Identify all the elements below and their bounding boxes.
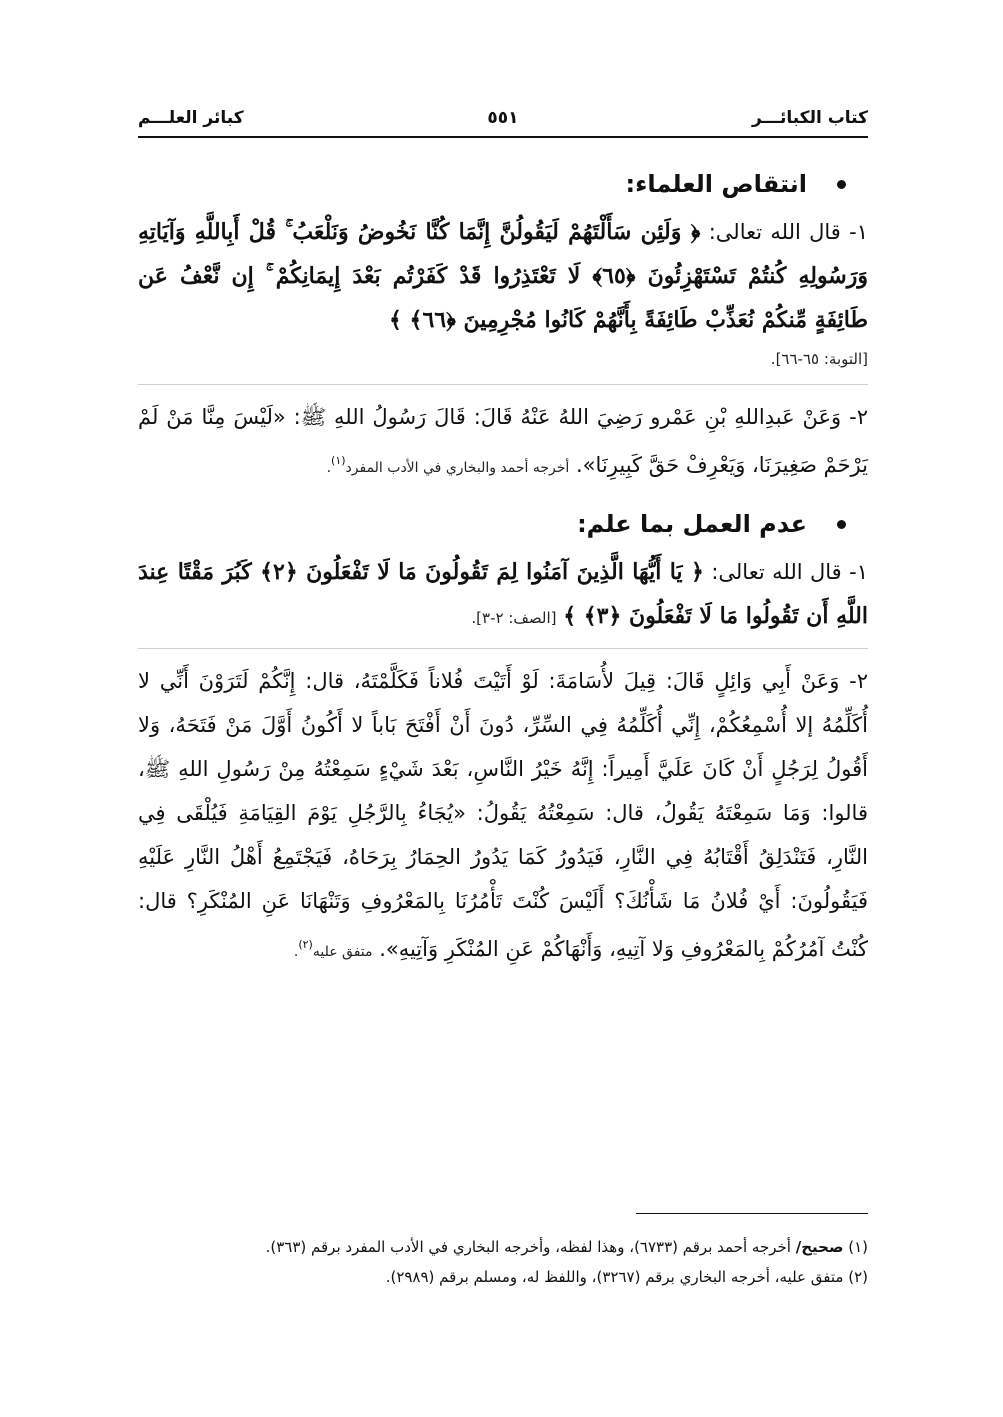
- hadith-source: أخرجه أحمد والبخاري في الأدب المفرد: [345, 460, 570, 476]
- divider: [138, 384, 868, 385]
- footnote-rule: [636, 1213, 868, 1214]
- chapter-title: كبائر العلـــم: [138, 108, 244, 128]
- item-number: ٢-: [849, 669, 868, 693]
- footnote-number: (٢): [848, 1268, 868, 1286]
- page-number: ٥٥١: [487, 108, 519, 128]
- hadith-text: وَعَنْ عَبدِاللهِ بْنِ عَمْرو رَضِيَ اللهُ عَنْهُ قَالَ: قَالَ رَسُولُ اللهِ ﷺ: «لَيْسَ مِنَّا مَنْ لَمْ يَرْحَمْ صَغِيرَنَا، وَيَعْرِفْ حَقَّ كَبِيرِنَا».: [138, 405, 868, 477]
- section-heading-text: عدم العمل بما علم:: [577, 510, 807, 538]
- page-header: [138, 104, 868, 132]
- verse-reference-line: [138, 342, 868, 376]
- item-intro: قال الله تعالى:: [711, 560, 842, 584]
- hadith-text: وَعَنْ أَبِي وَائِلٍ قَالَ: قِيلَ لأُسَامَةَ: لَوْ أَتَيْتَ فُلاناً فَكَلَّمْتَهُ، قال: إِنَّكُمْ لَتَرَوْنَ أَنِّي لا أُكَلِّمُهُ إلا أُسْمِعُكُمْ، إِنِّي أُكَلِّمُهُ فِي السِّرِّ، دُونَ أَنْ أَفْتَحَ بَاباً لا أَكُونُ أَوَّلَ مَنْ فَتَحَهُ، وَلا أَقُولُ لِرَجُلٍ أَنْ كَانَ عَلَيَّ أَمِيراً: إِنَّهُ خَيْرُ النَّاسِ، بَعْدَ شَيْءٍ سَمِعْتُهُ مِنْ رَسُولِ اللهِ ﷺ، قالوا: وَمَا سَمِعْتَهُ يَقُولُ، قال: سَمِعْتُهُ يَقُولُ: «يُجَاءُ بِالرَّجُلِ يَوْمَ القِيَامَةِ فَيُلْقَى فِي النَّارِ، فَتَنْدَلِقُ أَقْتَابُهُ فِي النَّارِ، فَيَدُورُ كَمَا يَدُورُ الحِمَارُ بِرَحَاهُ، فَيَجْتَمِعُ أَهْلُ النَّارِ عَلَيْهِ فَيَقُولُونَ: أَيْ فُلانُ مَا شَأْنُكَ؟ أَلَيْسَ كُنْتَ تَأْمُرُنَا بِالمَعْرُوفِ وَتَنْهَانَا عَنِ المُنْكَرِ؟ قال: كُنْتُ آمُرُكُمْ بِالمَعْرُوفِ وَلا آتِيهِ، وَأَنْهَاكُمْ عَنِ المُنْكَرِ وَآتِيهِ».: [138, 669, 868, 961]
- footnote-number: (١): [848, 1238, 868, 1256]
- item-intro: قال الله تعالى:: [708, 220, 841, 244]
- quran-verse: ﴿ يَا أَيُّهَا الَّذِينَ آمَنُوا لِمَ تَقُولُونَ مَا لَا تَفْعَلُونَ ﴿٢﴾ كَبُرَ مَقْتًا عِندَ اللَّهِ أَن تَقُولُوا مَا لَا تَفْعَلُونَ ﴿٣﴾ ﴾: [138, 559, 868, 629]
- section-heading: [138, 502, 868, 546]
- divider: [138, 648, 868, 649]
- quran-item: [138, 210, 868, 342]
- quran-item: [138, 550, 868, 640]
- footnote-marker[interactable]: (١): [331, 454, 346, 467]
- footnote-text: أخرجه أحمد برقم (٦٧٣٣)، وهذا لفظه، وأخرجه البخاري في الأدب المفرد برقم (٣٦٣).: [265, 1238, 791, 1256]
- quran-verse: ﴿ وَلَئِن سَأَلْتَهُمْ لَيَقُولُنَّ إِنَّمَا كُنَّا نَخُوضُ وَنَلْعَبُ ۚ قُلْ أَبِاللَّهِ وَآيَاتِهِ وَرَسُولِهِ كُنتُمْ تَسْتَهْزِئُونَ ﴿٦٥﴾ لَا تَعْتَذِرُوا قَدْ كَفَرْتُم بَعْدَ إِيمَانِكُمْ ۚ إِن نَّعْفُ عَن طَائِفَةٍ مِّنكُمْ نُعَذِّبْ طَائِفَةً بِأَنَّهُمْ كَانُوا مُجْرِمِينَ ﴿٦٦﴾ ﴾: [138, 219, 868, 333]
- main-text: [138, 150, 868, 974]
- hadith-item: ٢- وَعَنْ عَبدِاللهِ بْنِ عَمْرو رَضِيَ اللهُ عَنْهُ قَالَ: قَالَ رَسُولُ اللهِ ﷺ: «لَيْسَ مِنَّا مَنْ لَمْ يَرْحَمْ صَغِيرَنَا، وَيَعْرِفْ حَقَّ كَبِيرِنَا». أخرجه أحمد والبخاري في الأدب المفرد$^{(١)}$.: [138, 405, 868, 477]
- footnote-marker[interactable]: (٢): [298, 938, 313, 951]
- bullet-icon: [837, 180, 846, 189]
- book-title: كتاب الكبائـــر: [751, 108, 868, 128]
- item-number: ١-: [849, 560, 869, 584]
- item-number: ١-: [849, 220, 868, 244]
- footnote-text: متفق عليه، أخرجه البخاري برقم (٣٢٦٧)، واللفظ له، ومسلم برقم (٢٩٨٩).: [385, 1268, 844, 1286]
- section-heading-text: انتقاص العلماء:: [625, 170, 807, 198]
- footnote: [138, 1262, 868, 1292]
- header-rule: [138, 136, 868, 138]
- item-number: ٢-: [849, 405, 868, 429]
- footnote: [138, 1232, 868, 1262]
- section-heading: [138, 162, 868, 206]
- footnote-grade: صحيح/: [795, 1238, 844, 1256]
- bullet-icon: [837, 520, 846, 529]
- verse-reference: [التوبة: ٦٥-٦٦].: [770, 350, 868, 368]
- hadith-source: متفق عليه: [312, 944, 373, 960]
- footnotes: [138, 1232, 868, 1292]
- hadith-item: ٢- وَعَنْ أَبِي وَائِلٍ قَالَ: قِيلَ لأُسَامَةَ: لَوْ أَتَيْتَ فُلاناً فَكَلَّمْتَهُ، قال: إِنَّكُمْ لَتَرَوْنَ أَنِّي لا أُكَلِّمُهُ إلا أُسْمِعُكُمْ، إِنِّي أُكَلِّمُهُ فِي السِّرِّ، دُونَ أَنْ أَفْتَحَ بَاباً لا أَكُونُ أَوَّلَ مَنْ فَتَحَهُ، وَلا أَقُولُ لِرَجُلٍ أَنْ كَانَ عَلَيَّ أَمِيراً: إِنَّهُ خَيْرُ النَّاسِ، بَعْدَ شَيْءٍ سَمِعْتُهُ مِنْ رَسُولِ اللهِ ﷺ، قالوا: وَمَا سَمِعْتَهُ يَقُولُ، قال: سَمِعْتُهُ يَقُولُ: «يُجَاءُ بِالرَّجُلِ يَوْمَ القِيَامَةِ فَيُلْقَى فِي النَّارِ، فَتَنْدَلِقُ أَقْتَابُهُ فِي النَّارِ، فَيَدُورُ كَمَا يَدُورُ الحِمَارُ بِرَحَاهُ، فَيَجْتَمِعُ أَهْلُ النَّارِ عَلَيْهِ فَيَقُولُونَ: أَيْ فُلانُ مَا شَأْنُكَ؟ أَلَيْسَ كُنْتَ تَأْمُرُنَا بِالمَعْرُوفِ وَتَنْهَانَا عَنِ المُنْكَرِ؟ قال: كُنْتُ آمُرُكُمْ بِالمَعْرُوفِ وَلا آتِيهِ، وَأَنْهَاكُمْ عَنِ المُنْكَرِ وَآتِيهِ». متفق عليه$^{(٢)}$.: [138, 669, 868, 961]
- verse-reference: [الصف: ٢-٣].: [471, 609, 557, 627]
